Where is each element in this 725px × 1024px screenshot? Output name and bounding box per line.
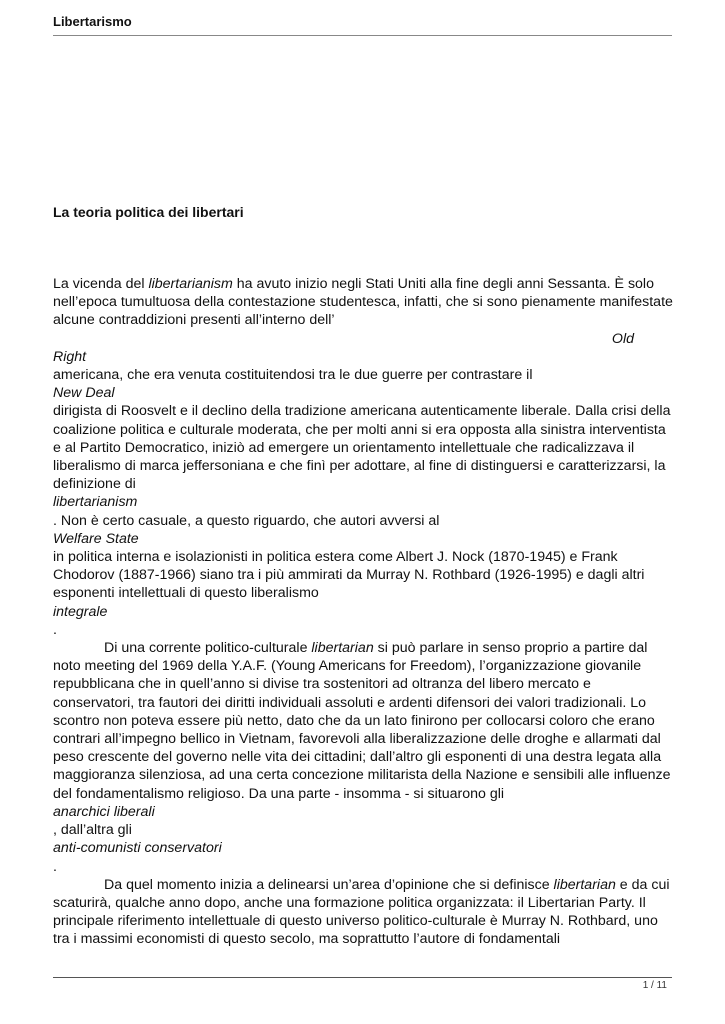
line: in politica interna e isolazionisti in politica estera come Albert J. Nock (1870-1945) e Frank Chodorov (1887-1966) siano tra i più ammirati da Murray N. Rothbard (1926-1995) e dagli altri esponenti intellettuali di questo liberalismo <box>53 549 645 602</box>
italic-term: Old <box>611 330 634 347</box>
document-title: La teoria politica dei libertari <box>53 204 244 220</box>
text-span: Di una corrente politico-culturale <box>104 640 312 657</box>
body-text <box>53 275 675 949</box>
italic-term: Welfare State <box>53 530 139 547</box>
italic-term: libertarian <box>553 876 616 893</box>
text-span: si può parlare in senso proprio a partire dal noto meeting del 1969 della Y.A.F. (Young Americans for Freedom), l’organizzazione giovanile repubblicana che in quell’anno si divise tra sostenitori ad oltranza del libero mercato e conservatori, tra fautori dei diritti individuali assoluti e ardenti difensori dei valori tradizionali. Lo scontro non poteva essere più netto, dato che da un lato finirono per collocarsi coloro che erano contrari all’impegno bellico in Vietnam, favorevoli alla liberalizzazione delle droghe e allarmati dal peso crescente del governo nelle vita dei cittadini; dall’altro gli esponenti di una destra legata alla maggioranza silenziosa, ad una certa concezione militarista della Nazione e sensibili alle influenze del fondamentalismo religioso. Da una parte - insomma - si situarono gli <box>53 640 671 802</box>
line <box>53 348 675 366</box>
line <box>53 493 675 511</box>
italic-term: libertarianism <box>53 494 138 511</box>
italic-term: integrale <box>53 603 108 620</box>
paragraph-1 <box>53 275 675 348</box>
line <box>53 530 675 548</box>
line <box>53 839 675 857</box>
italic-term: Right <box>53 348 87 365</box>
text-span: e da cui scaturirà, qualche anno dopo, anche una formazione politica organizzata: il Libertarian Party. Il principale riferimento intellettuale di questo universo politico-culturale è Murray N. Rothbard, uno tra i massimi economisti di questo secolo, ma soprattutto l’autore di fondamentali <box>53 876 670 948</box>
italic-term: libertarianism <box>148 276 233 292</box>
italic-term: New Deal <box>53 385 115 402</box>
line <box>53 603 675 621</box>
italic-term: anti-comunisti conservatori <box>53 840 222 857</box>
text-span: Da quel momento inizia a delinearsi un’area d’opinione che si definisce <box>104 876 554 893</box>
line: . <box>53 858 57 875</box>
italic-term: anarchici liberali <box>53 803 155 820</box>
italic-term: libertarian <box>311 640 374 657</box>
paragraph-3 <box>53 876 675 949</box>
running-header: Libertarismo <box>53 14 132 29</box>
line: , dall’altra gli <box>53 822 132 839</box>
text-span: La vicenda del <box>53 276 149 292</box>
header-divider <box>53 35 672 36</box>
page-number: 1 / 11 <box>642 980 667 991</box>
line <box>53 384 675 402</box>
line: americana, che era venuta costituitendosi tra le due guerre per contrastare il <box>53 367 533 384</box>
paragraph-2 <box>53 639 675 803</box>
line: . <box>53 621 57 638</box>
line: dirigista di Roosvelt e il declino della tradizione americana autenticamente liberale. Dalla crisi della coalizione politica e culturale moderata, che per molti anni si era opposta alla sinistra interventista e al Partito Democratico, iniziò ad emergere un orientamento intellettuale che radicalizzava il liberalismo di marca jeffersoniana e che finì per adottare, al fine di distinguersi e caratterizzarsi, la definizione di <box>53 403 671 493</box>
line: . Non è certo casuale, a questo riguardo, che autori avversi al <box>53 512 440 529</box>
text-span: ha avuto inizio negli Stati Uniti alla fine degli anni Sessanta. È solo nell’epoca tumultuosa della contestazione studentesca, infatti, che si sono pienamente manifestate alcune contraddizioni presenti all’interno dell’ <box>53 276 673 329</box>
footer-divider <box>53 977 672 978</box>
line <box>53 803 675 821</box>
